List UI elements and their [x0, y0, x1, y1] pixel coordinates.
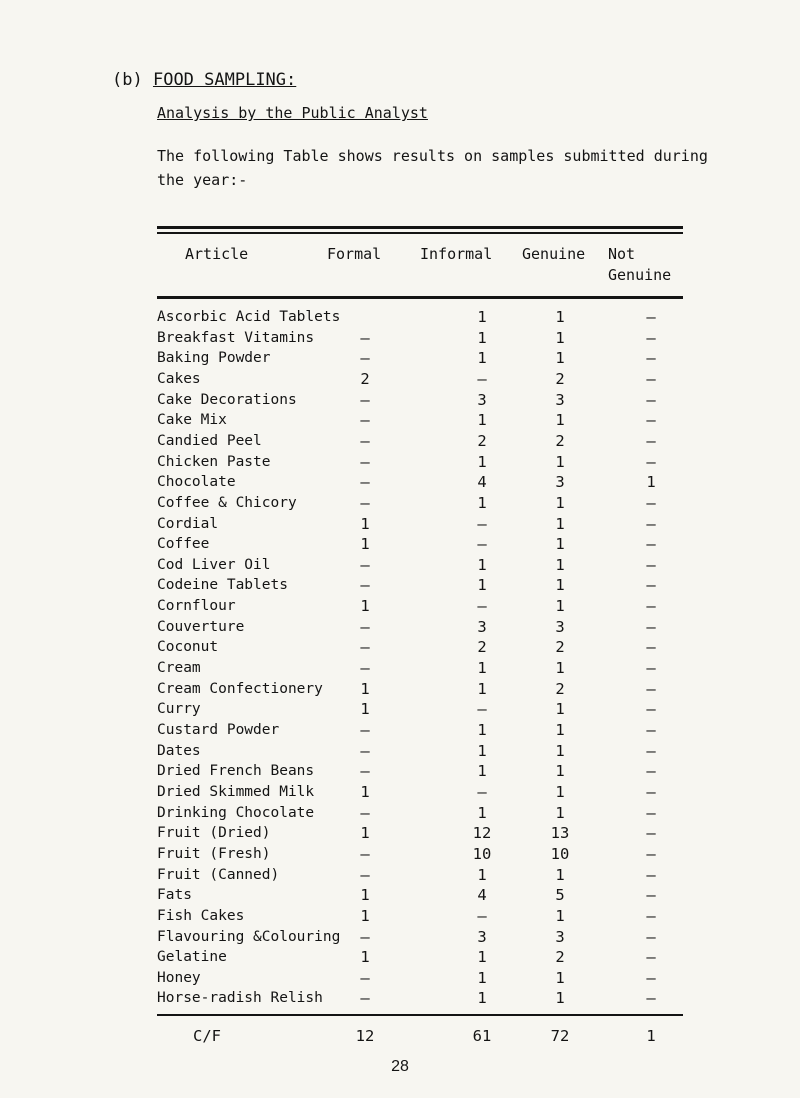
- table-row: [0, 636, 800, 658]
- article-name: Coconut: [157, 639, 219, 656]
- header-genuine: Genuine: [522, 245, 586, 263]
- formal-count: 1: [360, 948, 370, 967]
- informal-count: 1: [477, 762, 487, 781]
- informal-count: 1: [477, 411, 487, 430]
- article-name: Curry: [157, 701, 201, 718]
- genuine-count: 10: [550, 844, 570, 863]
- not-genuine-count: –: [646, 886, 656, 905]
- formal-count: –: [360, 865, 370, 884]
- article-name: Dates: [157, 742, 201, 759]
- genuine-count: 1: [555, 452, 565, 471]
- not-genuine-count: –: [646, 597, 656, 616]
- section-title: FOOD SAMPLING:: [152, 70, 297, 90]
- intro-text: The following Table shows results on samples submitted during the year:-: [157, 147, 708, 189]
- genuine-count: 1: [555, 968, 565, 987]
- informal-count: 10: [472, 844, 492, 863]
- article-name: Fruit (Dried): [157, 825, 271, 842]
- table-row: [0, 616, 800, 638]
- header-formal: Formal: [327, 245, 382, 263]
- formal-count: –: [360, 659, 370, 678]
- informal-count: 2: [477, 431, 487, 450]
- formal-count: –: [360, 762, 370, 781]
- genuine-count: 1: [555, 597, 565, 616]
- not-genuine-count: –: [646, 369, 656, 388]
- informal-count: 1: [477, 679, 487, 698]
- informal-count: –: [477, 597, 487, 616]
- genuine-count: 1: [555, 328, 565, 347]
- genuine-count: 3: [555, 390, 565, 409]
- not-genuine-count: –: [646, 638, 656, 657]
- formal-count: –: [360, 968, 370, 987]
- informal-count: –: [477, 782, 487, 801]
- article-name: Chicken Paste: [157, 453, 271, 470]
- not-genuine-count: –: [646, 762, 656, 781]
- article-name: Honey: [157, 969, 201, 986]
- article-name: Cream Confectionery: [157, 680, 323, 697]
- formal-count: –: [360, 493, 370, 512]
- not-genuine-count: –: [646, 535, 656, 554]
- genuine-count: 1: [555, 762, 565, 781]
- informal-count: –: [477, 535, 487, 554]
- informal-count: 1: [477, 865, 487, 884]
- table-row: [0, 574, 800, 596]
- not-genuine-count: –: [646, 349, 656, 368]
- not-genuine-count: –: [646, 679, 656, 698]
- formal-count: 1: [360, 886, 370, 905]
- section-heading: [112, 70, 296, 90]
- not-genuine-count: –: [646, 803, 656, 822]
- not-genuine-count: –: [646, 431, 656, 450]
- table-row: [0, 946, 800, 968]
- informal-count: 12: [472, 824, 492, 843]
- genuine-count: 2: [555, 431, 565, 450]
- formal-count: –: [360, 411, 370, 430]
- not-genuine-count: –: [646, 844, 656, 863]
- article-name: Horse-radish Relish: [157, 990, 323, 1007]
- genuine-count: 1: [555, 721, 565, 739]
- not-genuine-count: –: [646, 328, 656, 347]
- genuine-count: 1: [555, 493, 565, 512]
- genuine-count: 1: [555, 659, 565, 678]
- informal-count: 1: [477, 659, 487, 678]
- informal-count: 1: [477, 968, 487, 987]
- informal-count: 3: [477, 390, 487, 409]
- informal-count: 1: [477, 989, 487, 1008]
- totals-not-genuine: 1: [646, 1027, 656, 1045]
- table-row: [0, 389, 800, 411]
- table-row: [0, 533, 800, 555]
- table-row: [0, 306, 800, 328]
- formal-count: –: [360, 390, 370, 409]
- not-genuine-count: –: [646, 906, 656, 925]
- not-genuine-count: –: [646, 824, 656, 843]
- formal-count: 1: [360, 782, 370, 801]
- formal-count: 1: [360, 679, 370, 698]
- genuine-count: 3: [555, 927, 565, 946]
- article-name: Cake Decorations: [157, 391, 297, 408]
- formal-count: –: [360, 989, 370, 1008]
- formal-count: –: [360, 555, 370, 574]
- informal-count: 3: [477, 617, 487, 636]
- formal-count: –: [360, 576, 370, 595]
- genuine-count: 1: [555, 555, 565, 574]
- formal-count: 1: [360, 906, 370, 925]
- table-row: [0, 864, 800, 886]
- table-row: [0, 595, 800, 617]
- article-name: Codeine Tablets: [157, 577, 288, 594]
- article-name: Chocolate: [157, 474, 236, 491]
- genuine-count: 2: [555, 638, 565, 657]
- subtitle: Analysis by the Public Analyst: [157, 104, 428, 122]
- table-row: [0, 926, 800, 948]
- article-name: Flavouring &Colouring: [157, 928, 341, 945]
- formal-count: –: [360, 617, 370, 636]
- table-row: [0, 781, 800, 803]
- informal-count: 1: [477, 452, 487, 471]
- genuine-count: 1: [555, 700, 565, 719]
- genuine-count: 1: [555, 349, 565, 368]
- informal-count: 1: [477, 555, 487, 574]
- genuine-count: 1: [555, 803, 565, 822]
- genuine-count: 5: [555, 886, 565, 905]
- genuine-count: 3: [555, 617, 565, 636]
- formal-count: –: [360, 349, 370, 368]
- not-genuine-count: –: [646, 721, 656, 739]
- totals-row: [0, 1014, 800, 1045]
- article-name: Cod Liver Oil: [157, 556, 271, 573]
- formal-count: –: [360, 328, 370, 347]
- genuine-count: 1: [555, 989, 565, 1008]
- formal-count: –: [360, 803, 370, 822]
- not-genuine-count: –: [646, 390, 656, 409]
- genuine-count: 1: [555, 576, 565, 595]
- table-row: [0, 513, 800, 535]
- informal-count: 1: [477, 721, 487, 739]
- informal-count: 1: [477, 948, 487, 967]
- article-name: Ascorbic Acid Tablets: [157, 309, 341, 325]
- totals-genuine: 72: [550, 1027, 570, 1045]
- article-name: Cornflour: [157, 598, 236, 615]
- table-row: [0, 678, 800, 700]
- table-row: [0, 492, 800, 514]
- informal-count: 1: [477, 328, 487, 347]
- not-genuine-count: –: [646, 308, 656, 326]
- header-informal: Informal: [420, 245, 493, 263]
- not-genuine-count: –: [646, 452, 656, 471]
- genuine-count: 2: [555, 679, 565, 698]
- genuine-count: 2: [555, 369, 565, 388]
- page-number: 28: [391, 1058, 409, 1075]
- article-name: Couverture: [157, 618, 245, 635]
- header-not-genuine-line2: Genuine: [608, 266, 672, 284]
- not-genuine-count: –: [646, 865, 656, 884]
- formal-count: –: [360, 638, 370, 657]
- table-row: [0, 368, 800, 390]
- table-row: [0, 802, 800, 824]
- table-row: [0, 409, 800, 431]
- formal-count: 1: [360, 535, 370, 554]
- not-genuine-count: –: [646, 411, 656, 430]
- genuine-count: 1: [555, 782, 565, 801]
- section-label: (b): [112, 70, 143, 90]
- table-top-rule-2: [157, 232, 683, 234]
- article-name: Candied Peel: [157, 432, 262, 449]
- table-row: [0, 905, 800, 927]
- genuine-count: 1: [555, 535, 565, 554]
- genuine-count: 1: [555, 308, 565, 326]
- article-name: Fruit (Canned): [157, 866, 280, 883]
- not-genuine-count: –: [646, 617, 656, 636]
- article-name: Breakfast Vitamins: [157, 329, 315, 346]
- not-genuine-count: –: [646, 741, 656, 760]
- article-name: Cakes: [157, 370, 201, 387]
- genuine-count: 1: [555, 514, 565, 533]
- table-row: [0, 987, 800, 1009]
- formal-count: –: [360, 741, 370, 760]
- not-genuine-count: –: [646, 555, 656, 574]
- informal-count: 1: [477, 803, 487, 822]
- genuine-count: 1: [555, 411, 565, 430]
- article-name: Baking Powder: [157, 350, 271, 367]
- not-genuine-count: –: [646, 493, 656, 512]
- formal-count: –: [360, 473, 370, 492]
- article-name: Dried Skimmed Milk: [157, 783, 315, 800]
- article-name: Cordial: [157, 515, 219, 532]
- genuine-count: 3: [555, 473, 565, 492]
- header-article: Article: [185, 245, 249, 263]
- not-genuine-count: –: [646, 576, 656, 595]
- informal-count: 4: [477, 886, 487, 905]
- informal-count: 1: [477, 349, 487, 368]
- informal-count: 1: [477, 493, 487, 512]
- informal-count: 4: [477, 473, 487, 492]
- table-row: [0, 657, 800, 679]
- article-name: Custard Powder: [157, 722, 280, 738]
- table-row: [0, 451, 800, 473]
- formal-count: –: [360, 431, 370, 450]
- table-row: [0, 430, 800, 452]
- table-row: [0, 554, 800, 576]
- table-row: [0, 843, 800, 865]
- table-row: [0, 471, 800, 493]
- table-row: [0, 719, 800, 741]
- informal-count: –: [477, 369, 487, 388]
- totals-label: C/F: [193, 1027, 221, 1045]
- not-genuine-count: 1: [646, 473, 656, 492]
- table-row: [0, 698, 800, 720]
- informal-count: –: [477, 514, 487, 533]
- genuine-count: 13: [550, 824, 570, 843]
- formal-count: –: [360, 721, 370, 739]
- article-name: Coffee & Chicory: [157, 494, 297, 511]
- not-genuine-count: –: [646, 968, 656, 987]
- article-name: Cream: [157, 660, 201, 677]
- formal-count: 2: [360, 369, 370, 388]
- header-bottom-rule: [157, 296, 683, 299]
- not-genuine-count: –: [646, 782, 656, 801]
- formal-count: 1: [360, 514, 370, 533]
- not-genuine-count: –: [646, 659, 656, 678]
- informal-count: –: [477, 906, 487, 925]
- formal-count: –: [360, 927, 370, 946]
- not-genuine-count: –: [646, 700, 656, 719]
- not-genuine-count: –: [646, 514, 656, 533]
- not-genuine-count: –: [646, 948, 656, 967]
- informal-count: 1: [477, 308, 487, 326]
- article-name: Drinking Chocolate: [157, 804, 315, 821]
- table-row: [0, 760, 800, 782]
- article-name: Dried French Beans: [157, 763, 315, 780]
- informal-count: 2: [477, 638, 487, 657]
- genuine-count: 1: [555, 906, 565, 925]
- formal-count: 1: [360, 700, 370, 719]
- formal-count: 1: [360, 824, 370, 843]
- table-row: [0, 740, 800, 762]
- article-name: Coffee: [157, 536, 210, 553]
- not-genuine-count: –: [646, 927, 656, 946]
- genuine-count: 2: [555, 948, 565, 967]
- formal-count: 1: [360, 597, 370, 616]
- table-row: [0, 884, 800, 906]
- article-name: Gelatine: [157, 949, 227, 966]
- informal-count: 1: [477, 741, 487, 760]
- table-row: [0, 347, 800, 369]
- table-row: [0, 967, 800, 989]
- not-genuine-count: –: [646, 989, 656, 1008]
- table-top-rule: [157, 226, 683, 229]
- formal-count: –: [360, 844, 370, 863]
- article-name: Fruit (Fresh): [157, 845, 271, 862]
- table-row: [0, 822, 800, 844]
- article-name: Cake Mix: [157, 412, 227, 429]
- genuine-count: 1: [555, 865, 565, 884]
- informal-count: –: [477, 700, 487, 719]
- article-name: Fats: [157, 887, 192, 904]
- article-name: Fish Cakes: [157, 907, 245, 924]
- totals-informal: 61: [472, 1027, 492, 1045]
- genuine-count: 1: [555, 741, 565, 760]
- informal-count: 3: [477, 927, 487, 946]
- table-row: [0, 327, 800, 349]
- totals-formal: 12: [355, 1027, 375, 1045]
- header-not-genuine-line1: Not: [608, 245, 636, 263]
- informal-count: 1: [477, 576, 487, 595]
- formal-count: –: [360, 452, 370, 471]
